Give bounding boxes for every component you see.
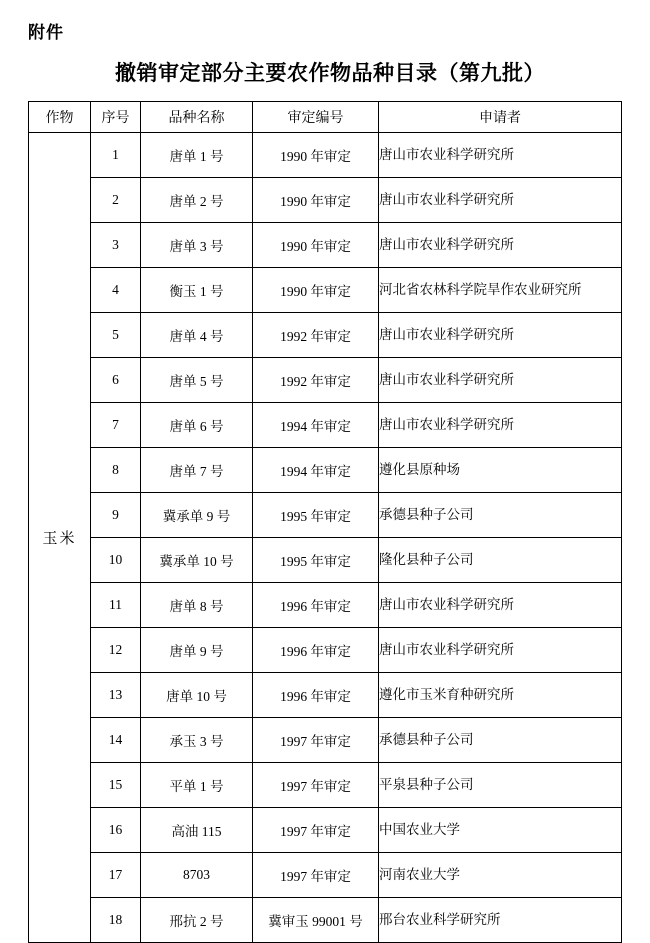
table-body xyxy=(29,133,622,943)
applicant-cell: 河南农业大学 xyxy=(379,853,622,898)
applicant-cell: 唐山市农业科学研究所 xyxy=(379,223,622,268)
approval-code-cell: 1995 年审定 xyxy=(253,538,379,583)
applicant-cell: 唐山市农业科学研究所 xyxy=(379,403,622,448)
table-row xyxy=(29,853,622,898)
variety-name-cell: 唐单 7 号 xyxy=(141,448,253,493)
table-row xyxy=(29,673,622,718)
applicant-cell: 唐山市农业科学研究所 xyxy=(379,178,622,223)
variety-name-cell: 冀承单 10 号 xyxy=(141,538,253,583)
approval-code-cell: 1997 年审定 xyxy=(253,853,379,898)
row-sequence-cell: 18 xyxy=(91,898,141,943)
variety-name-cell: 衡玉 1 号 xyxy=(141,268,253,313)
row-sequence-cell: 15 xyxy=(91,763,141,808)
table-row xyxy=(29,133,622,178)
approval-code-cell: 1994 年审定 xyxy=(253,403,379,448)
table-row xyxy=(29,268,622,313)
applicant-cell: 隆化县种子公司 xyxy=(379,538,622,583)
column-header-applicant: 申请者 xyxy=(379,102,622,133)
row-sequence-cell: 3 xyxy=(91,223,141,268)
variety-name-cell: 承玉 3 号 xyxy=(141,718,253,763)
row-sequence-cell: 4 xyxy=(91,268,141,313)
row-sequence-cell: 11 xyxy=(91,583,141,628)
variety-name-cell: 唐单 3 号 xyxy=(141,223,253,268)
approval-code-cell: 1992 年审定 xyxy=(253,313,379,358)
table-row xyxy=(29,583,622,628)
applicant-cell: 遵化县原种场 xyxy=(379,448,622,493)
table-header-row xyxy=(29,102,622,133)
approval-code-cell: 1990 年审定 xyxy=(253,133,379,178)
attachment-label: 附件 xyxy=(28,23,64,42)
approval-code-cell: 1997 年审定 xyxy=(253,718,379,763)
variety-name-cell: 唐单 8 号 xyxy=(141,583,253,628)
applicant-cell: 唐山市农业科学研究所 xyxy=(379,313,622,358)
applicant-cell: 平泉县种子公司 xyxy=(379,763,622,808)
variety-name-cell: 高油 115 xyxy=(141,808,253,853)
row-sequence-cell: 8 xyxy=(91,448,141,493)
table-row xyxy=(29,448,622,493)
table-row xyxy=(29,898,622,943)
applicant-cell: 唐山市农业科学研究所 xyxy=(379,133,622,178)
approval-code-cell: 1992 年审定 xyxy=(253,358,379,403)
table-row xyxy=(29,808,622,853)
table-row xyxy=(29,358,622,403)
document-page xyxy=(0,18,650,938)
table-header xyxy=(29,102,622,133)
variety-name-cell: 唐单 9 号 xyxy=(141,628,253,673)
applicant-cell: 唐山市农业科学研究所 xyxy=(379,358,622,403)
applicant-cell: 唐山市农业科学研究所 xyxy=(379,583,622,628)
row-sequence-cell: 16 xyxy=(91,808,141,853)
applicant-cell: 河北省农林科学院旱作农业研究所 xyxy=(379,268,622,313)
variety-name-cell: 冀承单 9 号 xyxy=(141,493,253,538)
approval-code-cell: 1990 年审定 xyxy=(253,178,379,223)
approval-code-cell: 1990 年审定 xyxy=(253,268,379,313)
variety-name-cell: 邢抗 2 号 xyxy=(141,898,253,943)
approval-code-cell: 1996 年审定 xyxy=(253,628,379,673)
approval-code-cell: 冀审玉 99001 号 xyxy=(253,898,379,943)
approval-code-cell: 1997 年审定 xyxy=(253,808,379,853)
approval-code-cell: 1995 年审定 xyxy=(253,493,379,538)
variety-name-cell: 唐单 6 号 xyxy=(141,403,253,448)
row-sequence-cell: 10 xyxy=(91,538,141,583)
crop-group-cell: 玉米 xyxy=(29,133,91,943)
row-sequence-cell: 13 xyxy=(91,673,141,718)
table-row xyxy=(29,538,622,583)
page-title: 撤销审定部分主要农作物品种目录（第九批） xyxy=(115,62,545,85)
table-row xyxy=(29,763,622,808)
variety-name-cell: 唐单 10 号 xyxy=(141,673,253,718)
row-sequence-cell: 14 xyxy=(91,718,141,763)
row-sequence-cell: 9 xyxy=(91,493,141,538)
variety-name-cell: 8703 xyxy=(141,853,253,898)
approval-code-cell: 1996 年审定 xyxy=(253,583,379,628)
table-row xyxy=(29,403,622,448)
applicant-cell: 中国农业大学 xyxy=(379,808,622,853)
column-header-name: 品种名称 xyxy=(141,102,253,133)
approval-code-cell: 1990 年审定 xyxy=(253,223,379,268)
table-row xyxy=(29,313,622,358)
table-row xyxy=(29,718,622,763)
applicant-cell: 承德县种子公司 xyxy=(379,493,622,538)
approval-code-cell: 1994 年审定 xyxy=(253,448,379,493)
row-sequence-cell: 1 xyxy=(91,133,141,178)
row-sequence-cell: 7 xyxy=(91,403,141,448)
variety-catalog-table xyxy=(28,101,622,943)
applicant-cell: 遵化市玉米育种研究所 xyxy=(379,673,622,718)
variety-name-cell: 平单 1 号 xyxy=(141,763,253,808)
approval-code-cell: 1996 年审定 xyxy=(253,673,379,718)
column-header-seq: 序号 xyxy=(91,102,141,133)
row-sequence-cell: 17 xyxy=(91,853,141,898)
variety-name-cell: 唐单 5 号 xyxy=(141,358,253,403)
row-sequence-cell: 2 xyxy=(91,178,141,223)
table-row xyxy=(29,223,622,268)
row-sequence-cell: 6 xyxy=(91,358,141,403)
variety-name-cell: 唐单 2 号 xyxy=(141,178,253,223)
column-header-crop: 作物 xyxy=(29,102,91,133)
variety-name-cell: 唐单 4 号 xyxy=(141,313,253,358)
table-row xyxy=(29,493,622,538)
table-row xyxy=(29,178,622,223)
column-header-code: 审定编号 xyxy=(253,102,379,133)
table-row xyxy=(29,628,622,673)
approval-code-cell: 1997 年审定 xyxy=(253,763,379,808)
applicant-cell: 唐山市农业科学研究所 xyxy=(379,628,622,673)
variety-name-cell: 唐单 1 号 xyxy=(141,133,253,178)
row-sequence-cell: 5 xyxy=(91,313,141,358)
row-sequence-cell: 12 xyxy=(91,628,141,673)
applicant-cell: 邢台农业科学研究所 xyxy=(379,898,622,943)
applicant-cell: 承德县种子公司 xyxy=(379,718,622,763)
